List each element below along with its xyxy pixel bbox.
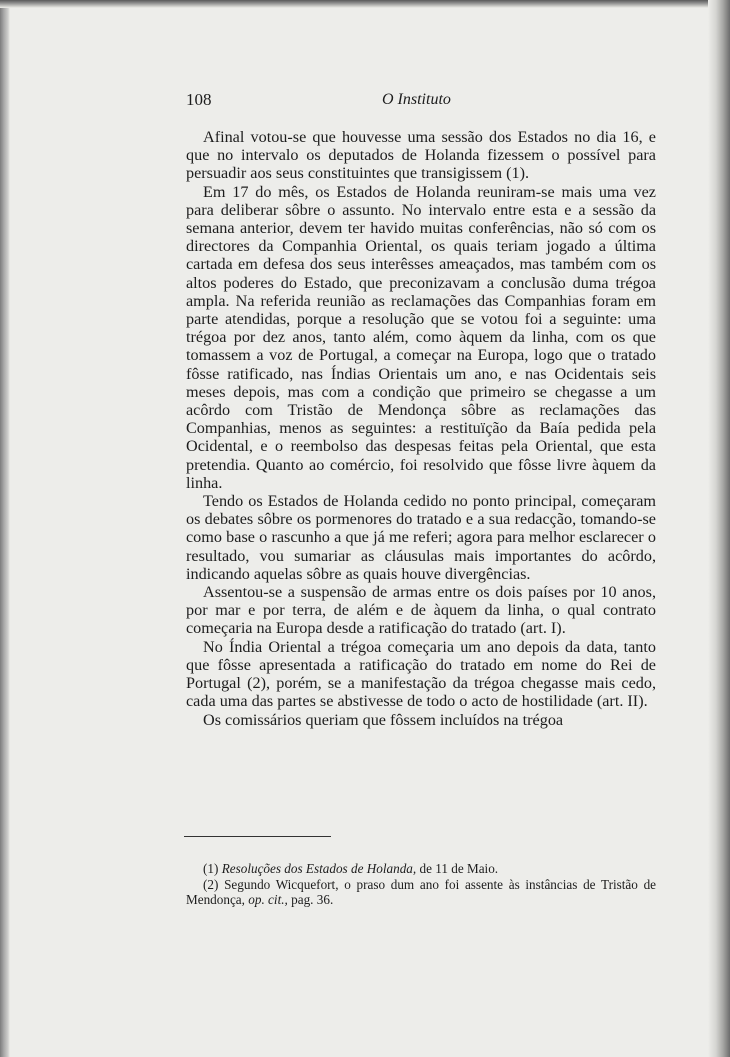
page-right-shadow: [708, 0, 730, 1057]
paragraph: Os comissários queriam que fôssem incluídos na trégoa: [203, 710, 564, 729]
paragraph: Tendo os Estados de Holanda cedido no ponto principal, começaram os debates sôbre os pormenores do tratado e a sua redacção, tomando-se como base o rascunho a que já me referi; agora para melhor esclarecer o resultado, vou sumariar as cláusulas mais importantes do acôrdo, indicando aquelas sôbre as quais houve divergências.: [186, 492, 656, 583]
paragraph: Em 17 do mês, os Estados de Holanda reuniram-se mais uma vez para deliberar sôbre o assunto. No intervalo entre esta e a sessão da semana anterior, devem ter havido muitas conferências, não só com os directores da Companhia Oriental, os quais teriam jogado a última cartada em defesa dos seus interêsses ameaçados, mas também com os altos poderes do Estado, que preconizavam a conclusão duma trégoa ampla. Na referida reunião as reclamações das Companhias foram em parte atendidas, porque a resolução que se votou foi a seguinte: uma trégoa por dez anos, tanto além, como àquem da linha, com os que tomassem a voz de Portugal, a começar na Europa, logo que o tratado fôsse ratificado, nas Índias Orientais um ano, e nas Ocidentais seis meses depois, mas com a condição que primeiro se chegasse a um acôrdo com Tristão de Mendonça sôbre as reclamações das Companhias, menos as seguintes: a restituïção da Baía pedida pela Ocidental, e o reembolso das despesas feitas pela Oriental, que esta pretendia. Quanto ao comércio, foi resolvido que fôsse livre àquem da linha.: [186, 182, 656, 492]
footnote-divider: [184, 836, 331, 837]
footnote-text: pag. 36.: [291, 892, 334, 907]
footnote-text: de 11 de Maio.: [419, 861, 499, 876]
footnote-marker: (2): [203, 876, 219, 892]
footnote: [186, 877, 656, 908]
page-top-shadow: [0, 0, 730, 8]
footnote-source-title: Resoluções dos Estados de Holanda,: [221, 861, 417, 876]
paragraph: No Índia Oriental a trégoa começaria um ano depois da data, tanto que fôsse apresentada a ratificação do tratado em nome do Rei de Portugal (2), porém, se a manifestação da trégoa chegasse mais cedo, cada uma das partes se abstivesse de todo o acto de hostilidade (art. II).: [186, 637, 656, 711]
footnote-citation: op. cit.,: [248, 892, 288, 907]
footnote: [186, 861, 656, 877]
running-title: O Instituto: [382, 91, 451, 108]
footnote-marker: (1): [203, 861, 219, 876]
body-text: [186, 128, 656, 729]
footnotes: [186, 861, 656, 908]
page-header: [186, 90, 656, 114]
footnote-text: Segundo Wicquefort, o praso dum ano foi assente às instâncias de Tristão de Mendonça,: [186, 876, 657, 907]
page-left-shadow: [0, 0, 10, 1057]
paragraph: Afinal votou-se que houvesse uma sessão dos Estados no dia 16, e que no intervalo os deputados de Holanda fizessem o possível para persuadir aos seus constituintes que transigissem (1).: [186, 128, 656, 183]
paragraph: Assentou-se a suspensão de armas entre os dois países por 10 anos, por mar e por terra, de além e de àquem da linha, o qual contrato começaria na Europa desde a ratificação do tratado (art. I).: [186, 583, 656, 638]
page-number: 108: [186, 90, 212, 109]
